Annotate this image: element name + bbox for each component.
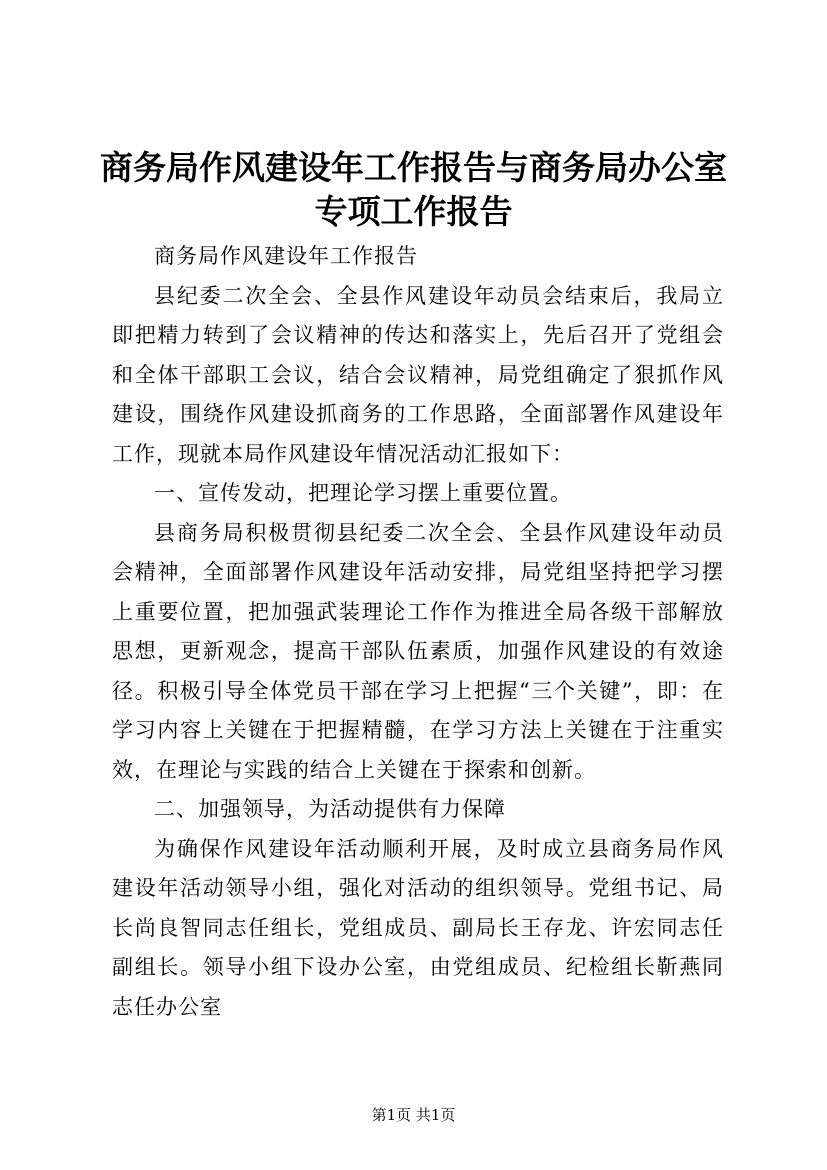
body-paragraph: 为确保作风建设年活动顺利开展，及时成立县商务局作风建设年活动领导小组，强化对活动的组织领导。党组书记、局长尚良智同志任组长，党组成员、副局长王存龙、许宏同志任副组长。领导小组下设办公室，由党组成员、纪检组长靳燕同志任办公室: [112, 836, 724, 1019]
page-footer: 第1页 共1页: [371, 1106, 456, 1124]
section-heading-one: 一、宣传发动，把理论学习摆上重要位置。: [154, 481, 572, 505]
section-heading-two: 二、加强领导，为活动提供有力保障: [154, 797, 506, 821]
body-paragraph: 县商务局积极贯彻县纪委二次全会、全县作风建设年动员会精神，全面部署作风建设年活动安排，局党组坚持把学习摆上重要位置，把加强武装理论工作作为推进全局各级干部解放思想，更新观念，提高干部队伍素质，加强作风建设的有效途径。积极引导全体党员干部在学习上把握“三个关键”，即：在学习内容上关键在于把握精髓，在学习方法上关键在于注重实效，在理论与实践的结合上关键在于探索和创新。: [112, 520, 724, 782]
document-title: 商务局作风建设年工作报告与商务局办公室专项工作报告: [100, 148, 727, 231]
document-body: [112, 237, 724, 1027]
report-heading: 商务局作风建设年工作报告: [154, 244, 418, 268]
body-paragraph: 县纪委二次全会、全县作风建设年动员会结束后，我局立即把精力转到了会议精神的传达和落实上，先后召开了党组会和全体干部职工会议，结合会议精神，局党组确定了狠抓作风建设，围绕作风建设抓商务的工作思路，全面部署作风建设年工作，现就本局作风建设年情况活动汇报如下：: [112, 283, 724, 466]
